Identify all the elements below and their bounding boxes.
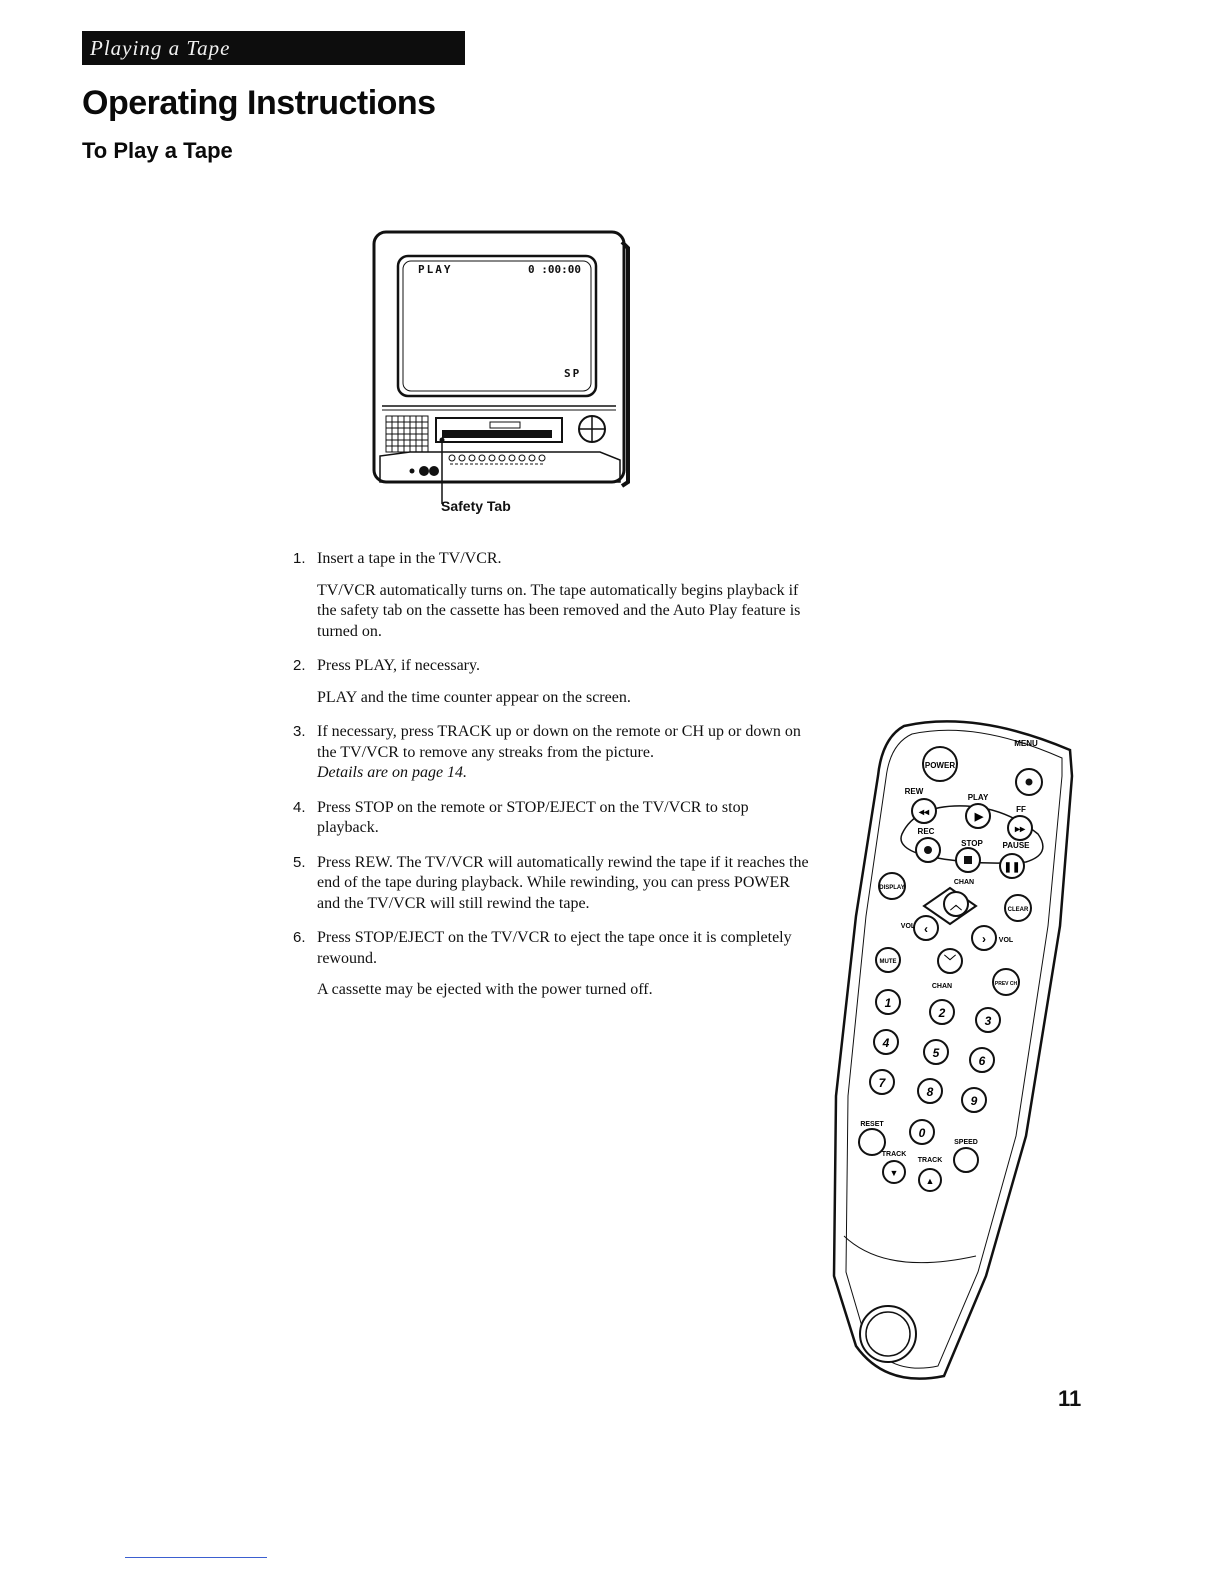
speed-label: SPEED: [954, 1139, 978, 1146]
vol-right-label: VOL: [998, 937, 1014, 944]
chan-down-label: CHAN: [931, 983, 953, 990]
step-instruction: Press STOP/EJECT on the TV/VCR to eject the tape once it is completely rewound.: [317, 929, 792, 967]
step-5: [293, 853, 813, 915]
triangle-down-icon: ▼: [889, 1168, 899, 1178]
chan-up-label: CHAN: [953, 879, 975, 886]
clear-label: CLEAR: [1007, 907, 1029, 913]
chevron-right-icon: ›: [982, 932, 986, 946]
digit-2-label: 2: [938, 1006, 946, 1020]
display-label: DISPLAY: [879, 885, 905, 891]
instruction-steps: [293, 549, 813, 1001]
step-number: 2.: [293, 657, 306, 674]
remote-control-illustration: [826, 716, 1076, 1388]
chevron-down-icon: ﹀: [943, 954, 957, 968]
step-instruction: Press REW. The TV/VCR will automatically rewind the tape if it reaches the end of the tape during playback. While rewinding, you can press POWER and the TV/VCR will still rewind the tape.: [317, 853, 809, 912]
remote-body: [834, 721, 1072, 1378]
step-number: 4.: [293, 798, 306, 816]
digit-1-label: 1: [884, 996, 892, 1010]
step-instruction: Press PLAY, if necessary.: [317, 657, 480, 674]
screen-counter-readout: 0 :00:00: [528, 263, 581, 276]
chevron-left-icon: ‹: [924, 922, 928, 936]
step-number: 5.: [293, 853, 306, 871]
ff-label: FF: [1016, 805, 1026, 814]
section-subtitle: To Play a Tape: [82, 138, 233, 163]
digit-6-label: 6: [978, 1054, 986, 1068]
tv-vcr-illustration: [370, 228, 630, 528]
stop-icon: [964, 856, 972, 864]
step-detail: PLAY and the time counter appear on the screen.: [317, 688, 631, 706]
rec-icon: [924, 846, 932, 854]
pause-icon: ❚❚: [1003, 862, 1021, 873]
pause-label: PAUSE: [1002, 841, 1030, 850]
step-4: [293, 798, 813, 839]
rew-label: REW: [904, 787, 924, 796]
digit-5-label: 5: [932, 1046, 940, 1060]
step-detail: TV/VCR automatically turns on. The tape automatically begins playback if the safety tab on the cassette has been removed and the Auto Play feature is turned on.: [317, 581, 801, 640]
power-label: POWER: [924, 761, 956, 770]
remote-control-drawing: [826, 716, 1076, 1388]
page-number: 11: [1058, 1386, 1082, 1411]
vol-left-label: VOL: [900, 923, 916, 930]
step-number: 3.: [293, 723, 306, 740]
step-instruction: Insert a tape in the TV/VCR.: [317, 550, 502, 567]
footer-rule: [125, 1557, 267, 1558]
step-instruction: Press STOP on the remote or STOP/EJECT on the TV/VCR to stop playback.: [317, 798, 749, 836]
mute-label: MUTE: [879, 959, 897, 965]
ir-window: [860, 1306, 916, 1362]
step-3: [293, 722, 813, 784]
cassette-slot: [436, 418, 562, 442]
triangle-up-icon: ▲: [925, 1176, 935, 1186]
step-number: 1.: [293, 550, 306, 567]
section-header-bar: Playing a Tape: [82, 31, 465, 65]
step-6: [293, 928, 813, 1001]
digit-9-label: 9: [970, 1094, 978, 1108]
speed-button: [954, 1148, 978, 1172]
ff-icon: ▸▸: [1014, 824, 1026, 835]
screen-mode-readout: PLAY: [418, 263, 453, 276]
rec-label: REC: [917, 827, 935, 836]
digit-4-label: 4: [882, 1036, 890, 1050]
digit-3-label: 3: [984, 1014, 992, 1028]
safety-tab-label: Safety Tab: [441, 498, 511, 514]
chevron-up-icon: ︿: [949, 898, 963, 912]
stop-label: STOP: [961, 839, 983, 848]
reset-label: RESET: [860, 1121, 884, 1128]
digit-0-label: 0: [918, 1126, 926, 1140]
play-icon: ▶: [974, 811, 984, 823]
step-instruction: If necessary, press TRACK up or down on the remote or CH up or down on the TV/VCR to remove any streaks from the picture.: [317, 723, 801, 761]
menu-label: MENU: [1014, 739, 1038, 748]
step-number: 6.: [293, 929, 306, 946]
play-label: PLAY: [967, 793, 989, 802]
prev-ch-label: PREV CH: [994, 981, 1018, 987]
track-up-label: TRACK: [917, 1157, 943, 1164]
digit-8-label: 8: [926, 1085, 934, 1099]
step-reference: Details are on page 14.: [317, 764, 468, 781]
screen-speed-readout: SP: [564, 367, 582, 380]
tv-vcr-drawing: [370, 228, 630, 528]
track-down-label: TRACK: [881, 1151, 907, 1158]
page-title: Operating Instructions: [82, 84, 436, 122]
step-2: [293, 656, 813, 708]
step-detail: A cassette may be ejected with the power turned off.: [317, 981, 653, 998]
rew-icon: ◂◂: [918, 807, 930, 818]
dial-icon: [579, 416, 605, 442]
digit-7-label: 7: [878, 1076, 886, 1090]
step-1: [293, 549, 813, 642]
